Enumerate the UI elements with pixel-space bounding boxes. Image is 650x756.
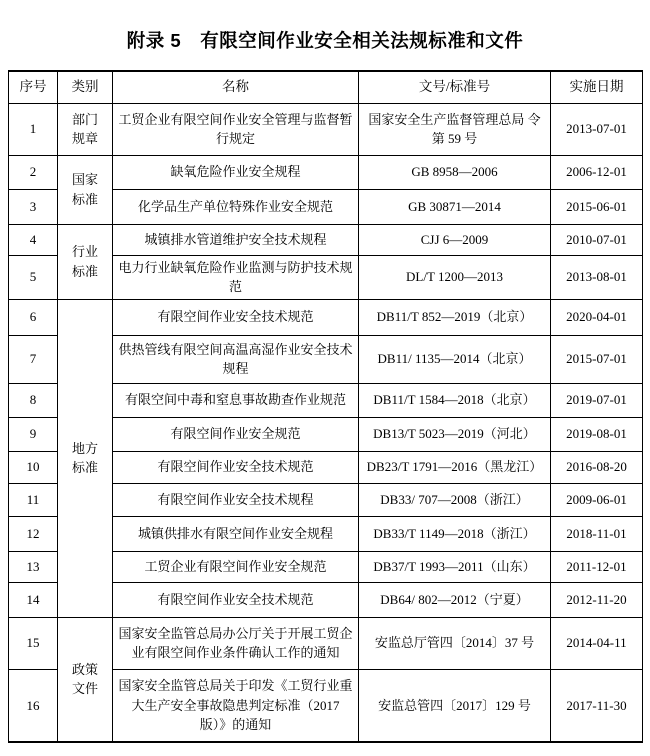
- row-number-cell: 6: [9, 299, 58, 335]
- category-line: 政策: [71, 661, 98, 677]
- name-cell: 有限空间中毒和窒息事故勘查作业规范: [113, 383, 359, 417]
- name-cell: 城镇排水管道维护安全技术规程: [113, 224, 359, 255]
- date-cell: 2014-04-11: [551, 617, 643, 669]
- date-cell: 2016-08-20: [551, 451, 643, 483]
- row-number-cell: 15: [9, 617, 58, 669]
- doc-number-cell: DB11/T 852—2019（北京）: [359, 299, 551, 335]
- doc-number-cell: DL/T 1200—2013: [359, 255, 551, 299]
- header-serial-number: 序号: [9, 71, 58, 103]
- table-row: [9, 617, 643, 669]
- row-number-cell: 11: [9, 483, 58, 516]
- row-number-cell: 9: [9, 417, 58, 451]
- name-cell: 有限空间作业安全技术规范: [113, 451, 359, 483]
- doc-number-cell: DB64/ 802—2012（宁夏）: [359, 582, 551, 617]
- doc-number-cell: GB 8958—2006: [359, 155, 551, 189]
- table-header-row: [9, 71, 643, 103]
- row-number-cell: 3: [9, 189, 58, 224]
- name-cell: 有限空间作业安全规范: [113, 417, 359, 451]
- category-line: 标准: [71, 263, 98, 279]
- name-cell: 国家安全监管总局办公厅关于开展工贸企业有限空间作业条件确认工作的通知: [113, 617, 359, 669]
- category-line: 国家: [71, 172, 98, 187]
- table-row: [9, 103, 643, 155]
- category-cell: [58, 299, 113, 617]
- name-cell: 城镇供排水有限空间作业安全规程: [113, 516, 359, 551]
- doc-number-cell: DB13/T 5023—2019（河北）: [359, 417, 551, 451]
- regulations-table: [8, 70, 643, 743]
- table-row: [9, 299, 643, 335]
- name-cell: 工贸企业有限空间作业安全规范: [113, 551, 359, 582]
- header-implementation-date: 实施日期: [551, 71, 643, 103]
- doc-number-cell: 安监总管四〔2017〕129 号: [359, 669, 551, 742]
- date-cell: 2010-07-01: [551, 224, 643, 255]
- category-cell: [58, 103, 113, 155]
- date-cell: 2019-08-01: [551, 417, 643, 451]
- date-cell: 2013-08-01: [551, 255, 643, 299]
- name-cell: 供热管线有限空间高温高湿作业安全技术规程: [113, 335, 359, 383]
- header-doc-number: 文号/标准号: [359, 71, 551, 103]
- date-cell: 2018-11-01: [551, 516, 643, 551]
- category-line: 行业: [71, 244, 98, 259]
- table-row: [9, 155, 643, 189]
- doc-number-cell: DB23/T 1791—2016（黑龙江）: [359, 451, 551, 483]
- row-number-cell: 10: [9, 451, 58, 483]
- category-cell: [58, 155, 113, 224]
- date-cell: 2011-12-01: [551, 551, 643, 582]
- row-number-cell: 8: [9, 383, 58, 417]
- date-cell: 2006-12-01: [551, 155, 643, 189]
- doc-number-cell: DB37/T 1993—2011（山东）: [359, 551, 551, 582]
- date-cell: 2012-11-20: [551, 582, 643, 617]
- table-body: [9, 103, 643, 742]
- doc-number-cell: DB11/ 1135—2014（北京）: [359, 335, 551, 383]
- category-cell: [58, 224, 113, 299]
- category-line: 标准: [71, 191, 98, 207]
- doc-number-cell: 国家安全生产监督管理总局 令第 59 号: [359, 103, 551, 155]
- category-cell: [58, 617, 113, 742]
- doc-number-cell: CJJ 6—2009: [359, 224, 551, 255]
- row-number-cell: 1: [9, 103, 58, 155]
- doc-number-cell: GB 30871—2014: [359, 189, 551, 224]
- doc-number-cell: DB33/T 1149—2018（浙江）: [359, 516, 551, 551]
- row-number-cell: 16: [9, 669, 58, 742]
- name-cell: 有限空间作业安全技术规程: [113, 483, 359, 516]
- page-title: 附录 5 有限空间作业安全相关法规标准和文件: [126, 30, 524, 51]
- category-line: 标准: [71, 460, 98, 475]
- row-number-cell: 2: [9, 155, 58, 189]
- name-cell: 缺氧危险作业安全规程: [113, 155, 359, 189]
- row-number-cell: 7: [9, 335, 58, 383]
- doc-number-cell: DB11/T 1584—2018（北京）: [359, 383, 551, 417]
- date-cell: 2013-07-01: [551, 103, 643, 155]
- category-line: 规章: [71, 131, 98, 146]
- name-cell: 化学品生产单位特殊作业安全规范: [113, 189, 359, 224]
- date-cell: 2017-11-30: [551, 669, 643, 742]
- name-cell: 有限空间作业安全技术规范: [113, 299, 359, 335]
- row-number-cell: 5: [9, 255, 58, 299]
- doc-number-cell: 安监总厅管四〔2014〕37 号: [359, 617, 551, 669]
- table-row: [9, 224, 643, 255]
- name-cell: 国家安全监管总局关于印发《工贸行业重大生产安全事故隐患判定标准（2017 版）》的通知: [113, 669, 359, 742]
- row-number-cell: 13: [9, 551, 58, 582]
- date-cell: 2015-07-01: [551, 335, 643, 383]
- category-line: 地方: [71, 440, 98, 456]
- header-category: 类别: [58, 71, 113, 103]
- date-cell: 2009-06-01: [551, 483, 643, 516]
- row-number-cell: 14: [9, 582, 58, 617]
- row-number-cell: 4: [9, 224, 58, 255]
- row-number-cell: 12: [9, 516, 58, 551]
- date-cell: 2020-04-01: [551, 299, 643, 335]
- category-line: 部门: [71, 111, 98, 127]
- date-cell: 2019-07-01: [551, 383, 643, 417]
- name-cell: 工贸企业有限空间作业安全管理与监督暂行规定: [113, 103, 359, 155]
- name-cell: 有限空间作业安全技术规范: [113, 582, 359, 617]
- doc-number-cell: DB33/ 707—2008（浙江）: [359, 483, 551, 516]
- category-line: 文件: [71, 681, 98, 697]
- name-cell: 电力行业缺氧危险作业监测与防护技术规范: [113, 255, 359, 299]
- date-cell: 2015-06-01: [551, 189, 643, 224]
- header-name: 名称: [113, 71, 359, 103]
